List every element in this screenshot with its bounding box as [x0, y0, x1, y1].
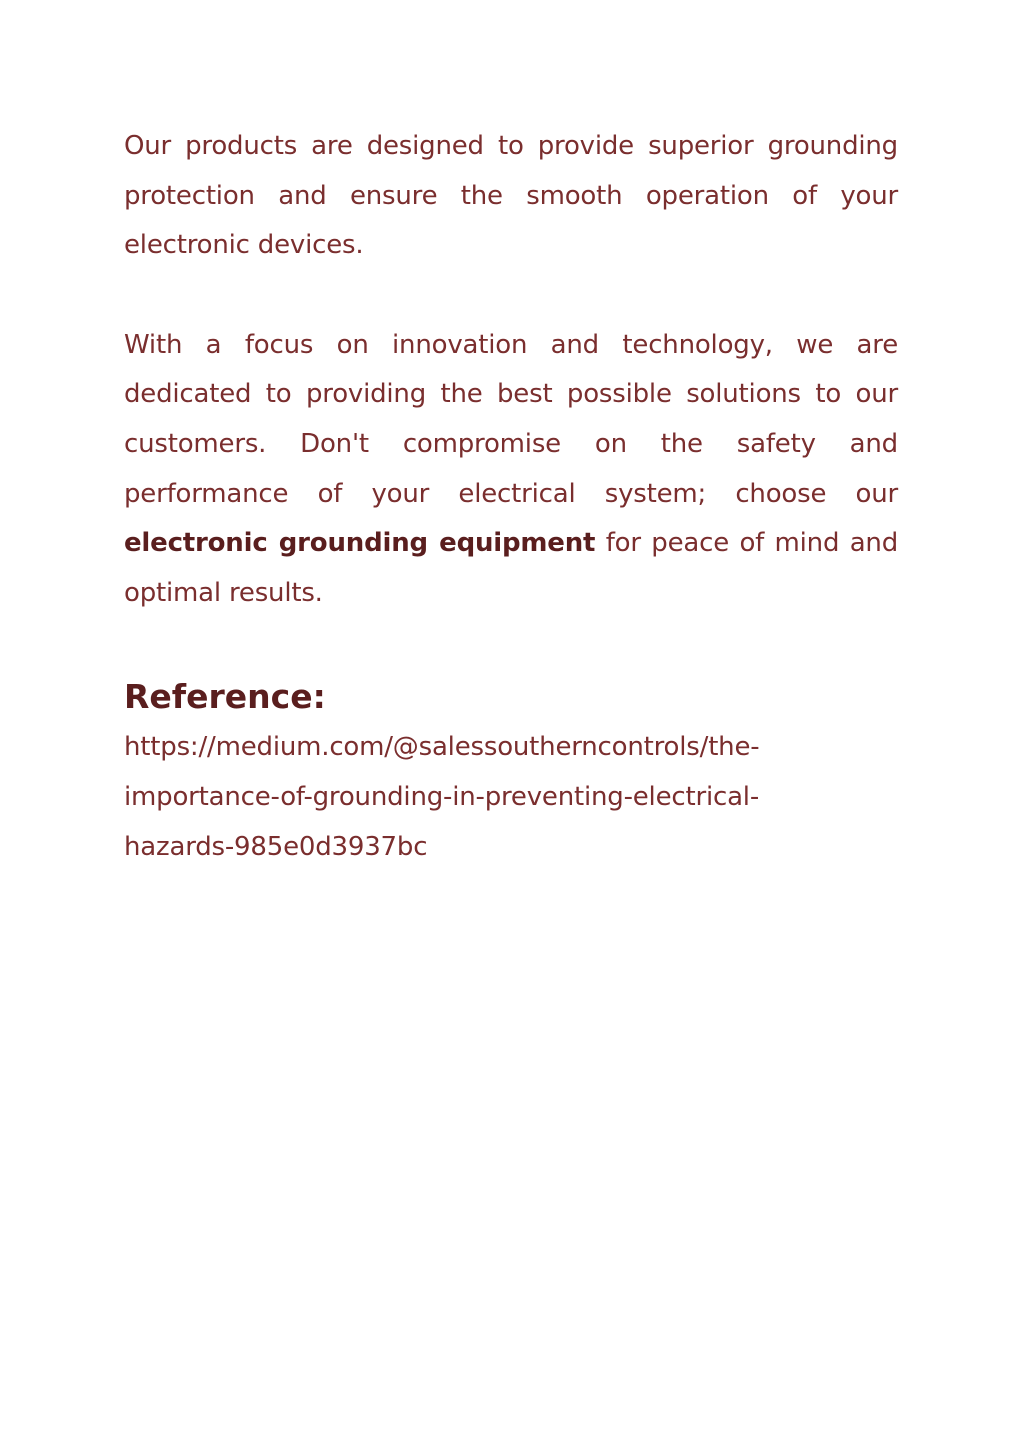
reference-url-line: https://medium.com/@salessoutherncontrols/the-: [124, 732, 760, 763]
reference-heading: Reference:: [124, 677, 326, 717]
reference-url-line: importance-of-grounding-in-preventing-electrical-: [124, 782, 760, 813]
paragraph-innovation-text-before: With a focus on innovation and technology, we are dedicated to providing the best possible solutions to our customers. Don't compromise on the safety and performance of your electrical system; choose our: [124, 329, 898, 509]
reference-url-line: hazards-985e0d3937bc: [124, 832, 428, 863]
keyword-electronic-grounding-equipment: electronic grounding equipment: [124, 528, 596, 559]
paragraph-innovation: [124, 321, 898, 619]
document-page: [124, 122, 898, 872]
reference-url[interactable]: [124, 722, 898, 872]
paragraph-products: Our products are designed to provide superior grounding protection and ensure the smooth operation of your electronic devices.: [124, 131, 898, 261]
paragraph-innovation-text-after: for peace of mind and optimal results.: [124, 528, 899, 608]
